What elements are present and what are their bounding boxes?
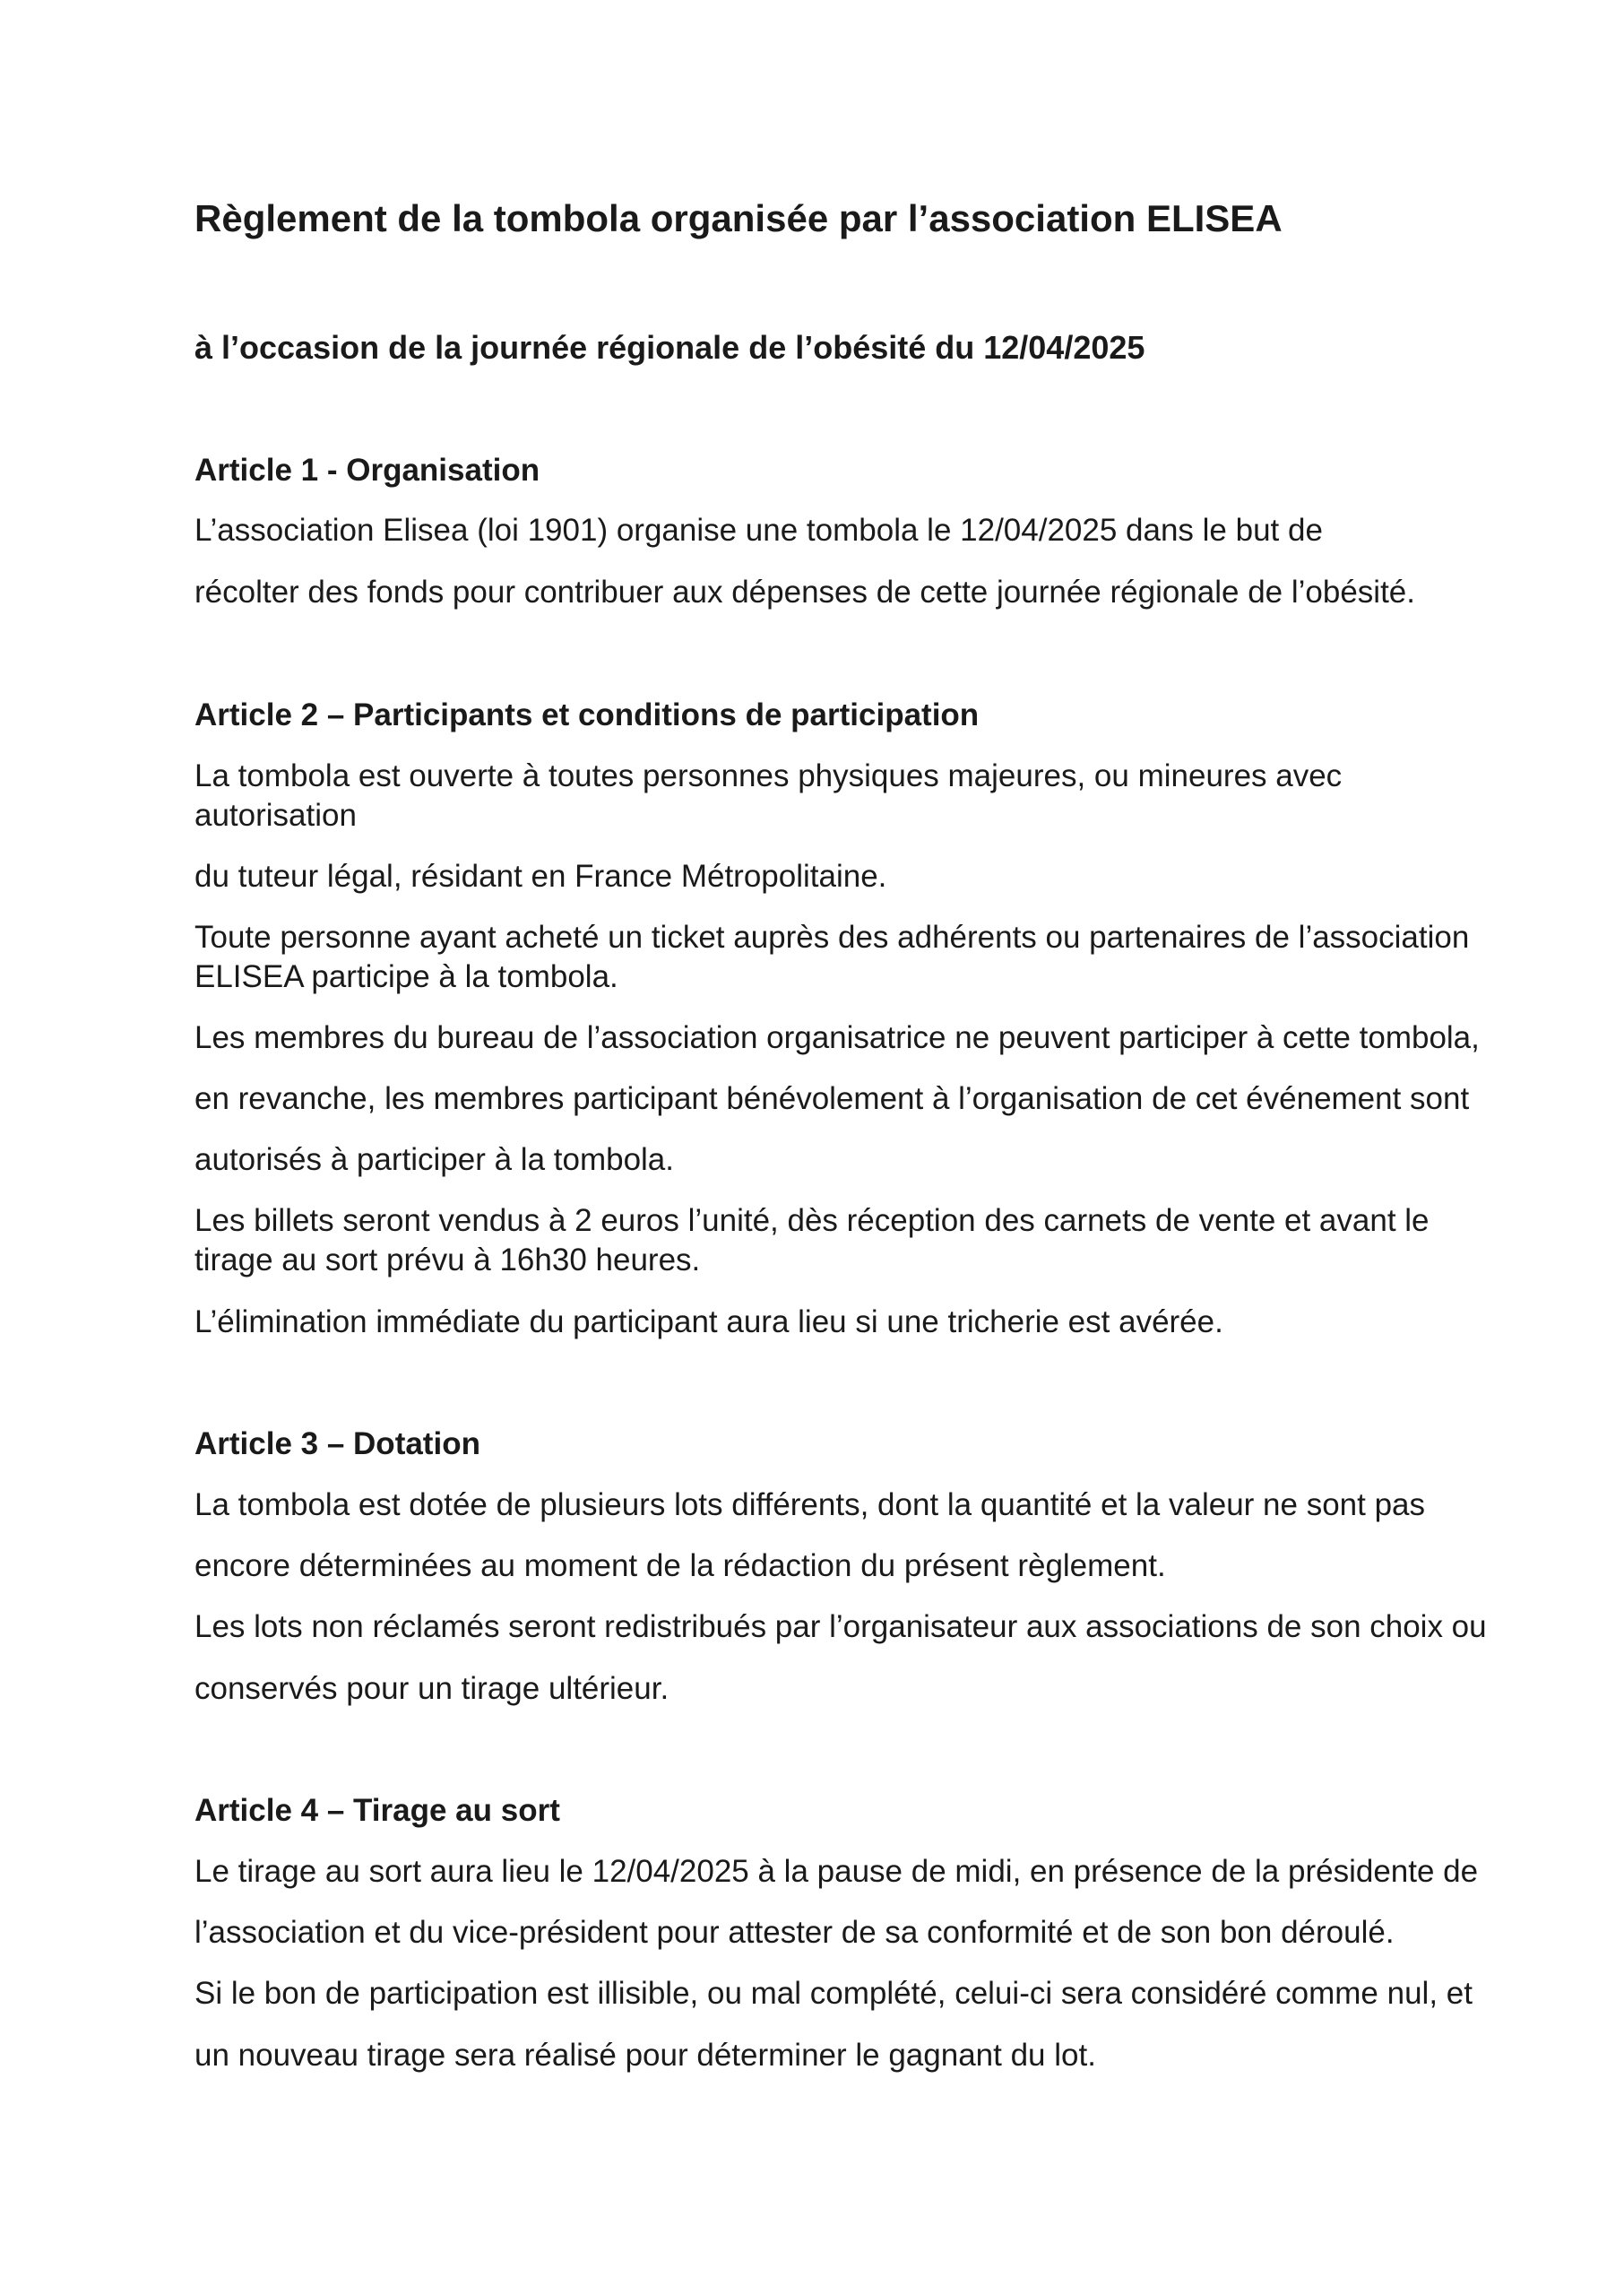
article-2-line: en revanche, les membres participant bénévolement à l’organisation de cet événement sont [194, 1081, 1470, 1116]
article-2-line: La tombola est ouverte à toutes personnes physiques majeures, ou mineures avec [194, 758, 1343, 793]
article-3-line: Les lots non réclamés seront redistribués par l’organisateur aux associations de son choix ou [194, 1609, 1487, 1644]
article-3-heading: Article 3 – Dotation [194, 1426, 480, 1461]
article-3-line: conservés pour un tirage ultérieur. [194, 1671, 669, 1706]
document-subtitle: à l’occasion de la journée régionale de l’obésité du 12/04/2025 [194, 329, 1145, 366]
article-2-line: Les membres du bureau de l’association organisatrice ne peuvent participer à cette tombola, [194, 1020, 1480, 1055]
article-2-line: tirage au sort prévu à 16h30 heures. [194, 1243, 701, 1277]
article-3-line: encore déterminées au moment de la rédaction du présent règlement. [194, 1548, 1166, 1583]
article-2-line: L’élimination immédiate du participant aura lieu si une tricherie est avérée. [194, 1304, 1223, 1339]
article-4-line: l’association et du vice-président pour attester de sa conformité et de son bon déroulé. [194, 1915, 1395, 1950]
article-3-line: La tombola est dotée de plusieurs lots différents, dont la quantité et la valeur ne sont pas [194, 1487, 1426, 1522]
article-2-line: Les billets seront vendus à 2 euros l’unité, dès réception des carnets de vente et avant le [194, 1203, 1430, 1238]
article-4-heading: Article 4 – Tirage au sort [194, 1793, 560, 1828]
article-2-heading: Article 2 – Participants et conditions de participation [194, 697, 980, 732]
article-2-line: autorisés à participer à la tombola. [194, 1142, 674, 1177]
article-1-heading: Article 1 - Organisation [194, 453, 540, 488]
article-1-line: récolter des fonds pour contribuer aux dépenses de cette journée régionale de l’obésité. [194, 575, 1415, 610]
article-2-line: ELISEA participe à la tombola. [194, 959, 618, 994]
article-4-line: un nouveau tirage sera réalisé pour déterminer le gagnant du lot. [194, 2038, 1096, 2073]
document-title: Règlement de la tombola organisée par l’association ELISEA [194, 197, 1283, 239]
article-2-line: du tuteur légal, résidant en France Métropolitaine. [194, 859, 887, 894]
article-4-line: Le tirage au sort aura lieu le 12/04/2025 à la pause de midi, en présence de la présidente de [194, 1854, 1479, 1889]
article-2-line: autorisation [194, 798, 357, 833]
article-1-line: L’association Elisea (loi 1901) organise une tombola le 12/04/2025 dans le but de [194, 513, 1323, 548]
article-2-line: Toute personne ayant acheté un ticket auprès des adhérents ou partenaires de l’association [194, 920, 1470, 955]
article-4-line: Si le bon de participation est illisible, ou mal complété, celui-ci sera considéré comme nul, et [194, 1976, 1473, 2011]
